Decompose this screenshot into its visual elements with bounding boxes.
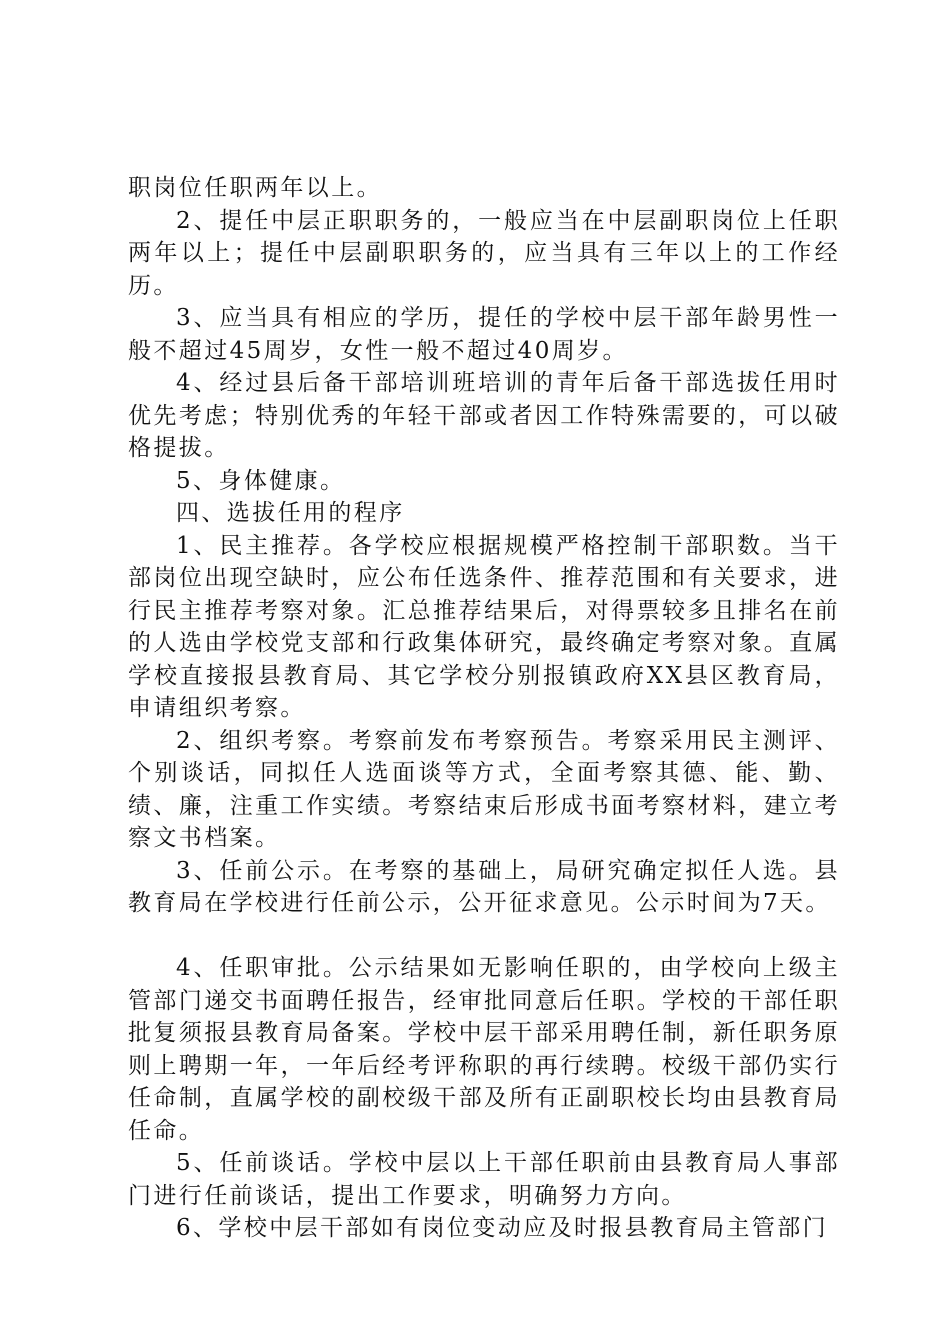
- blank-line: [128, 920, 840, 953]
- paragraph-step-1: 1、民主推荐。各学校应根据规模严格控制干部职数。当干部岗位出现空缺时，应公布任选条件、推荐范围和有关要求，进行民主推荐考察对象。汇总推荐结果后，对得票较多且排名在前的人选由学校党支部和行政集体研究，最终确定考察对象。直属学校直接报县教育局、其它学校分别报镇政府XX县区教育局，申请组织考察。: [128, 532, 840, 721]
- document-body: [128, 172, 840, 1245]
- paragraph-item-5: 5、身体健康。: [176, 467, 346, 494]
- paragraph-item-4: 4、经过县后备干部培训班培训的青年后备干部选拔任用时优先考虑；特别优秀的年轻干部或者因工作特殊需要的，可以破格提拔。: [128, 370, 840, 461]
- paragraph-item-3: 3、应当具有相应的学历，提任的学校中层干部年龄男性一般不超过45周岁，女性一般不超过40周岁。: [128, 305, 840, 364]
- paragraph-continuation: 职岗位任职两年以上。: [128, 175, 382, 201]
- paragraph-step-3: 3、任前公示。在考察的基础上，局研究确定拟任人选。县教育局在学校进行任前公示，公开征求意见。公示时间为7天。: [128, 857, 840, 916]
- paragraph-item-2: 2、提任中层正职职务的，一般应当在中层副职岗位上任职两年以上；提任中层副职职务的，应当具有三年以上的工作经历。: [128, 207, 840, 299]
- paragraph-step-5: 5、任前谈话。学校中层以上干部任职前由县教育局人事部门进行任前谈话，提出工作要求，明确努力方向。: [128, 1150, 840, 1209]
- paragraph-step-6: 6、学校中层干部如有岗位变动应及时报县教育局主管部门: [176, 1215, 829, 1241]
- paragraph-step-2: 2、组织考察。考察前发布考察预告。考察采用民主测评、个别谈话，同拟任人选面谈等方式，全面考察其德、能、勤、绩、廉，注重工作实绩。考察结束后形成书面考察材料，建立考察文书档案。: [128, 727, 840, 851]
- section-heading: 四、选拔任用的程序: [176, 500, 405, 526]
- paragraph-step-4: 4、任职审批。公示结果如无影响任职的，由学校向上级主管部门递交书面聘任报告，经审批同意后任职。学校的干部任职批复须报县教育局备案。学校中层干部采用聘任制，新任职务原则上聘期一年，一年后经考评称职的再行续聘。校级干部仍实行任命制，直属学校的副校级干部及所有正副职校长均由县教育局任命。: [128, 955, 840, 1144]
